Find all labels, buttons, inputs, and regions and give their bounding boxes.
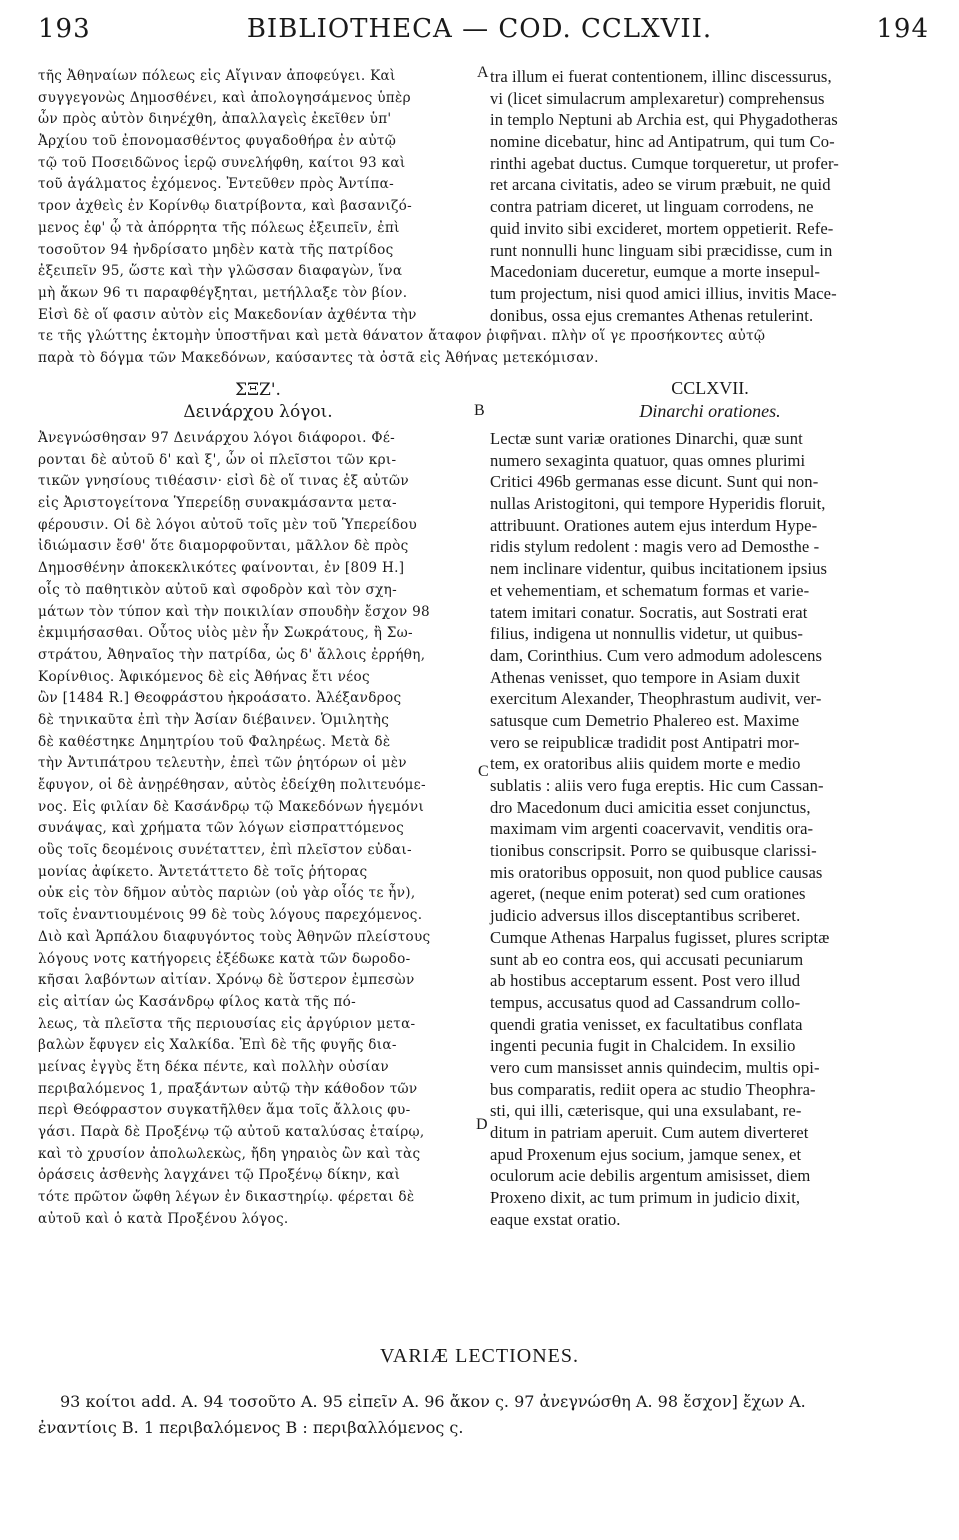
greek-text-line: οὐκ εἰς τὸν δῆμον αὐτὸς παριὼν (οὐ γὰρ οἷός τε ἦν), <box>38 885 416 902</box>
greek-text-line: κῆσαι λαβόντων αἰτίαν. Χρόνῳ δὲ ὕστερον ἐμπεσὼν <box>38 972 415 989</box>
latin-text-line: exercitum Alexander, Theophrastum audivit, ver- <box>490 689 822 709</box>
greek-text-line: ὧν πρὸς αὐτὸν διηνέχθη, ἀπαλλαγεὶς ἐκεῖθεν ὑπ' <box>38 111 392 128</box>
latin-text-line: ingenti pecunia fugit in Chalcidem. In exsilio <box>490 1036 796 1056</box>
greek-text-line: δὲ καθέστηκε Δημητρίου τοῦ Φαληρέως. Μετὰ δὲ <box>38 733 391 750</box>
latin-text-line: judicio adversus illos disceptantibus scriberet. <box>490 906 801 926</box>
latin-text-line: dro Macedonum duci amicitia esset conjunctus, <box>490 797 811 817</box>
latin-text-line: tem, ex oratoribus aliis quidem morte e medio <box>490 754 801 774</box>
variae-lectiones-line-2: ἐναντίοις B. 1 περιβαλόμενος B : περιβαλλόμενος ς. <box>38 1418 464 1437</box>
margin-letter-b: B <box>474 402 485 419</box>
latin-text-line: ret arcana civitatis, adeo se virum præbuit, ne quid <box>490 175 831 195</box>
greek-fullwidth-lines <box>38 326 928 369</box>
greek-text-line: Διὸ καὶ Ἁρπάλου διαφυγόντος τοὺς Ἀθηνῶν πλείστους <box>38 928 431 945</box>
latin-text-line: Proxeno dixit, ac tum primum in judicio dixit, <box>490 1188 801 1208</box>
greek-text-line: περὶ Θεόφραστον συγκατῆλθεν ἅμα τοῖς ἄλλοις φυ- <box>38 1102 411 1119</box>
greek-text-line: τικῶν γνησίους τιθέασιν· εἰσὶ δὲ οἵ τινας ἐξ αὐτῶν <box>38 473 409 490</box>
greek-text-line: περιβαλόμενος 1, πραξάντων αὐτῷ τὴν κάθοδον τῶν <box>38 1080 418 1097</box>
greek-text-line: τῷ τοῦ Ποσειδῶνος ἱερῷ συνελήφθη, καίτοι 93 καὶ <box>38 154 406 171</box>
variae-lectiones-line-1: 93 κοίτοι add. A. 94 τοσοῦτο A. 95 εἰπεῖν A. 96 ἄκον ς. 97 ἀνεγνώσθη A. 98 ἔσχον] ἔχων A. <box>60 1392 806 1411</box>
latin-text-line: oculorum acie debilis argentum amisisset, diem <box>490 1166 811 1186</box>
latin-text-line: tempus, accusatus quod ad Cassandrum collo- <box>490 992 801 1012</box>
latin-text-line: ditum in patriam aperuit. Cum autem diverteret <box>490 1123 809 1142</box>
greek-text-line: μείνας ἐγγὺς ἔτη δέκα πέντε, καὶ πολλὴν οὐσίαν <box>38 1058 389 1075</box>
latin-text-line: tra illum ei fuerat contentionem, illinc discessurus, <box>490 67 832 86</box>
greek-text-line: οὓς τοῖς δεομένοις συνέταττεν, ἐπὶ πλεῖστον εὐδαι- <box>38 842 412 859</box>
greek-text-line: τότε πρῶτον ὤφθη λέγων ἐν δικαστηρίῳ. φέρεται δὲ <box>38 1189 415 1206</box>
page-header <box>0 14 959 54</box>
greek-text-line: νος. Εἰς φιλίαν δὲ Κασάνδρῳ τῷ Μακεδόνων ἡγεμόνι <box>38 798 425 815</box>
latin-text-line: satusque cum Demetrio Phalereo est. Maxime <box>490 710 800 730</box>
latin-text-line: sublatis : aliis vero fuga ereptis. Hic cum Cassan- <box>490 776 824 795</box>
latin-text-line: filius, indigena ut nonnullis videtur, ut quibus- <box>490 624 804 644</box>
latin-text-line: Macedoniam duceretur, eumque a morte insepul- <box>490 262 821 282</box>
latin-text-line: sunt ab eo contra eos, qui accusati pecuniarum <box>490 949 804 969</box>
latin-text-line: et vehementiam, et schematum formas et varie- <box>490 580 810 600</box>
greek-text-line: αὐτοῦ καὶ ὁ κατὰ Προξένου λόγος. <box>38 1210 289 1227</box>
greek-text-line: Κορίνθιος. Ἀφικόμενος δὲ εἰς Ἀθήνας ἔτι νέος <box>38 668 370 685</box>
greek-text-line: γάσι. Παρὰ δὲ Προξένῳ τῷ αὐτοῦ καταλύσας ἑταίρῳ, <box>38 1124 425 1140</box>
greek-section-title: Δεινάρχου λόγοι. <box>183 402 333 422</box>
greek-text-line: παρὰ τὸ δόγμα τῶν Μακεδόνων, καύσαντες τὰ ὀστᾶ εἰς Ἀθήνας μετεκόμισαν. <box>38 349 599 366</box>
greek-text-line: Εἰσὶ δὲ οἵ φασιν αὐτὸν εἰς Μακεδονίαν ἀχθέντα τὴν <box>38 306 417 323</box>
latin-text-line: eaque exstat oratio. <box>490 1209 621 1229</box>
greek-column-body <box>38 428 478 1230</box>
latin-text-line: vero cum mansisset annis quindecim, multis opi- <box>490 1057 820 1077</box>
latin-column-top <box>490 66 930 326</box>
latin-text-line: vero se reipublicæ tradidit post Antipatri mor- <box>490 732 800 752</box>
greek-text-line: τοῦ ἀγάλματος ἐχόμενος. Ἐντεῦθεν πρὸς Ἀντίπα- <box>38 176 395 193</box>
greek-text-line: εἰς Ἀριστογείτονα Ὑπερείδῃ συνακμάσαντα μετα- <box>38 495 397 512</box>
latin-text-line: tum projectum, nisi quod amici illius, invitis Mace- <box>490 283 837 303</box>
latin-text-line: maximam vim argenti coacervavit, venditis ora- <box>490 819 814 839</box>
greek-text-line: τὴν Ἀντιπάτρου τελευτὴν, ἐπεὶ τῶν ῥητόρων οἱ μὲν <box>38 755 407 772</box>
greek-text-line: ὢν [1484 R.] Θεοφράστου ἠκροάσατο. Ἀλέξανδρος <box>38 690 402 707</box>
greek-text-line: τοῖς ἐναντιουμένοις 99 δὲ τοὺς λόγους παρεχόμενος. <box>38 907 423 924</box>
latin-text-line: mis oratoribus opposuit, non quod publice causas <box>490 862 823 882</box>
latin-section-title: Dinarchi orationes. <box>639 401 781 421</box>
latin-text-line: tionibus conscripsit. Porro se quibusque clarissi- <box>490 841 817 861</box>
greek-text-line: λεως, τὰ πλεῖστα τῆς περιουσίας εἰς ἀργύριον μετα- <box>38 1015 416 1032</box>
latin-text-line: numero sexaginta quatuor, quas omnes plurimi <box>490 450 806 470</box>
latin-text-line: in templo Neptuni ab Archia est, qui Phygadotheras <box>490 110 838 130</box>
latin-text-line: Critici 496b germanas esse dicunt. Sunt qui non- <box>490 472 819 492</box>
page-number-left: 193 <box>38 14 91 44</box>
greek-text-line: συγγεγονὼς Δημοσθένει, καὶ ἀπολογησάμενος ὑπὲρ <box>38 89 411 106</box>
greek-column-top <box>38 66 478 326</box>
greek-text-line: Ἀρχίου τοῦ ἐπονομασθέντος φυγαδοθήρα ἐν αὐτῷ <box>38 133 397 150</box>
greek-text-line: ρονται δὲ αὐτοῦ δ' καὶ ξ', ὧν οἱ πλεῖστοι τῶν κρι- <box>38 451 397 468</box>
greek-section-number: ΣΞΖ'. <box>235 380 281 400</box>
greek-text-line: τῆς Ἀθηναίων πόλεως εἰς Αἴγιναν ἀποφεύγει. Καὶ <box>38 68 396 84</box>
margin-letter-a: A <box>477 64 489 81</box>
latin-column-body <box>490 428 930 1230</box>
greek-text-line: ἐκμιμήσασθαι. Οὗτος υἱὸς μὲν ἦν Σωκράτους, ἢ Σω- <box>38 625 413 642</box>
greek-text-line: μενος ἐφ' ᾧ τὰ ἀπόρρητα τῆς πόλεως ἐξειπεῖν, ἐπὶ <box>38 219 400 236</box>
latin-text-line: Athenas venisset, quo tempore in Asiam duxit <box>490 667 800 687</box>
variae-lectiones-title: VARIÆ LECTIONES. <box>380 1345 579 1367</box>
latin-text-line: quid invito sibi excideret, mortem oppetierit. Refe- <box>490 218 834 238</box>
latin-text-line: nullas Aristogitoni, qui tempore Hyperidis floruit, <box>490 494 826 514</box>
greek-text-line: οἷς τὸ παθητικὸν αὐτοῦ καὶ σφοδρὸν καὶ τὸν σχη- <box>38 581 397 598</box>
latin-text-line: runt nonnulli hunc linguam sibi præcidisse, cum in <box>490 240 833 260</box>
latin-text-line: apud Proxenum ejus socium, jamque senex, et <box>490 1144 802 1164</box>
greek-text-line: δὲ τηνικαῦτα ἐπὶ τὴν Ἀσίαν διέβαινεν. Ὁμιλητὴς <box>38 711 390 728</box>
margin-letter-d: D <box>476 1116 488 1133</box>
greek-text-line: ἔφυγον, οἱ δὲ ἀνῃρέθησαν, αὐτὸς ἐδείχθη πολιτευόμε- <box>38 777 426 793</box>
greek-text-line: ἐξειπεῖν 95, ὥστε καὶ τὴν γλῶσσαν διαφαγὼν, ἵνα <box>38 263 403 280</box>
latin-text-line: attribuunt. Orationes autem ejus interdum Hype- <box>490 515 818 535</box>
greek-text-line: τε τῆς γλώττης ἐκτομὴν ὑποστῆναι καὶ μετὰ θάνατον ἄταφον ῥιφῆναι. πλὴν οἵ γε προσήκοντες αὐτῷ <box>38 328 766 344</box>
latin-text-line: Lectæ sunt variæ orationes Dinarchi, quæ sunt <box>490 429 803 448</box>
latin-text-line: nomine dicebatur, hinc ad Antipatrum, qui tum Co- <box>490 132 835 152</box>
greek-text-line: μονίας ἀφίκετο. Ἀντετάττετο δὲ τοῖς ῥήτορας <box>38 863 368 880</box>
latin-text-line: ab hostibus acceptarum essent. Post vero illud <box>490 971 801 991</box>
greek-text-line: μὴ ἄκων 96 τι παραφθέγξηται, μετήλλαξε τὸν βίον. <box>38 284 408 301</box>
latin-text-line: vi (licet simulacrum amplexaretur) comprehensus <box>490 88 825 108</box>
greek-text-line: λόγους νοτς κατήγορεις ἐξέδωκε κατὰ τῶν δωροδο- <box>38 950 411 967</box>
latin-text-line: quendi gratia venisset, ex facultatibus conflata <box>490 1014 803 1034</box>
greek-text-line: βαλὼν ἔφυγεν εἰς Χαλκίδα. Ἐπὶ δὲ τῆς φυγῆς δια- <box>38 1037 397 1054</box>
greek-text-line: ἰδιώμασιν ἔσθ' ὅτε διαμορφοῦνται, μᾶλλον δὲ πρὸς <box>38 538 409 555</box>
margin-letter-c: C <box>478 763 489 780</box>
latin-text-line: ageret, (neque enim poterat) sed cum orationes <box>490 884 806 904</box>
greek-text-line: Ἀνεγνώσθησαν 97 Δεινάρχου λόγοι διάφοροι. Φέ- <box>38 430 396 446</box>
running-title: BIBLIOTHECA — COD. CCLXVII. <box>246 14 713 44</box>
latin-text-line: rinthi agebat ductus. Cumque torqueretur, ut profer- <box>490 153 839 173</box>
latin-text-line: bus comparatis, rediit opera ac studio Theophra- <box>490 1079 816 1099</box>
greek-text-line: τοσοῦτον 94 ἠνδρίσατο μηδὲν κατὰ τῆς πατρίδος <box>38 241 394 258</box>
greek-text-line: συνάψας, καὶ χρήματα τῶν λόγων εἰσπραττόμενος <box>38 820 405 837</box>
greek-text-line: τρον ἀχθεὶς ἐν Κορίνθῳ διατρίβοντα, καὶ βασανιζό- <box>38 198 413 215</box>
latin-text-line: contra patriam diceret, ut linguam corrodens, ne <box>490 197 814 217</box>
greek-text-line: εἰς αἰτίαν ὡς Κασάνδρῳ φίλος κατὰ τῆς πό- <box>38 993 356 1010</box>
latin-text-line: nem inclinare videntur, quibus incitationem ipsius <box>490 559 828 579</box>
latin-text-line: ridis stylum redolent : magis vero ad Demosthe - <box>490 537 820 557</box>
greek-text-line: καὶ τὸ χρυσίον ἀπολωλεκὼς, ἤδη γηραιὸς ὢν καὶ τὰς <box>38 1145 421 1162</box>
greek-text-line: φέρουσιν. Οἱ δὲ λόγοι αὐτοῦ τοῖς μὲν τοῦ Ὑπερείδου <box>38 516 418 533</box>
page-number-right: 194 <box>876 14 929 44</box>
latin-text-line: dam, Corinthius. Cum vero admodum adolescens <box>490 645 823 665</box>
latin-text-line: sti, qui illi, cæterisque, qui una exsulabant, re- <box>490 1101 802 1121</box>
latin-text-line: donibus, ossa ejus cremantes Athenas retulerint. <box>490 305 814 325</box>
latin-section-number: CCLXVII. <box>671 378 749 398</box>
latin-text-line: tatem imitari conatur. Socratis, aut Sostrati erat <box>490 602 808 622</box>
greek-text-line: στράτου, Ἀθηναῖος τὴν πατρίδα, ὡς δ' ἄλλοις ἐρρήθη, <box>38 646 426 663</box>
latin-text-line: Cumque Athenas Harpalus fugisset, plures scriptæ <box>490 927 830 947</box>
greek-text-line: ὁράσεις ἀσθενὴς λαγχάνει τῷ Προξένῳ δίκην, καὶ <box>38 1167 401 1184</box>
greek-text-line: Δημοσθένην ἀποκεκλικότες φαίνονται, ἐν [809 H.] <box>38 560 405 577</box>
greek-text-line: μάτων τὸν τύπον καὶ τὴν ποικιλίαν σπουδὴν ἔσχον 98 <box>38 603 430 620</box>
